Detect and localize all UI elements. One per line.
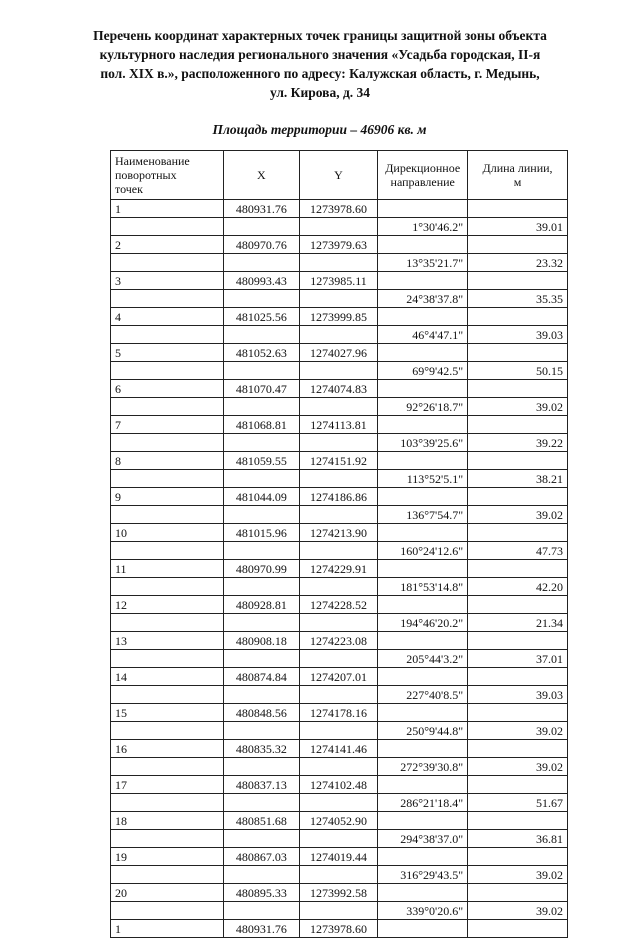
table-row	[111, 704, 568, 722]
cell-length: 50.15	[468, 362, 568, 380]
cell-y: 1274052.90	[299, 812, 378, 830]
cell-y	[299, 794, 378, 812]
cell-x: 481044.09	[223, 488, 299, 506]
table-row	[111, 380, 568, 398]
cell-length: 39.02	[468, 866, 568, 884]
cell-x	[223, 362, 299, 380]
cell-length	[468, 200, 568, 218]
table-row	[111, 254, 568, 272]
cell-direction	[378, 308, 468, 326]
table-row	[111, 596, 568, 614]
header-x: X	[223, 151, 299, 200]
cell-length	[468, 344, 568, 362]
cell-direction: 113°52'5.1"	[378, 470, 468, 488]
table-row	[111, 848, 568, 866]
cell-x: 480895.33	[223, 884, 299, 902]
table-row	[111, 902, 568, 920]
cell-x	[223, 254, 299, 272]
cell-point-name	[111, 578, 224, 596]
cell-length: 39.02	[468, 902, 568, 920]
cell-direction	[378, 776, 468, 794]
cell-direction: 69°9'42.5"	[378, 362, 468, 380]
cell-x: 480867.03	[223, 848, 299, 866]
cell-y: 1273985.11	[299, 272, 378, 290]
cell-x	[223, 758, 299, 776]
cell-point-name	[111, 902, 224, 920]
cell-direction: 181°53'14.8"	[378, 578, 468, 596]
table-row	[111, 362, 568, 380]
cell-x	[223, 326, 299, 344]
cell-length	[468, 848, 568, 866]
cell-y	[299, 290, 378, 308]
table-row	[111, 488, 568, 506]
cell-length: 47.73	[468, 542, 568, 560]
cell-direction: 272°39'30.8"	[378, 758, 468, 776]
table-row	[111, 650, 568, 668]
cell-direction: 294°38'37.0"	[378, 830, 468, 848]
cell-y	[299, 362, 378, 380]
table-row	[111, 218, 568, 236]
cell-x	[223, 506, 299, 524]
cell-length: 36.81	[468, 830, 568, 848]
cell-x	[223, 470, 299, 488]
cell-direction	[378, 380, 468, 398]
cell-x	[223, 434, 299, 452]
cell-y: 1274113.81	[299, 416, 378, 434]
cell-direction: 92°26'18.7"	[378, 398, 468, 416]
cell-direction	[378, 236, 468, 254]
cell-length	[468, 884, 568, 902]
cell-x: 481015.96	[223, 524, 299, 542]
cell-point-name	[111, 434, 224, 452]
cell-point-name: 19	[111, 848, 224, 866]
cell-point-name: 8	[111, 452, 224, 470]
table-row	[111, 722, 568, 740]
cell-length	[468, 308, 568, 326]
cell-x: 480970.76	[223, 236, 299, 254]
table-row	[111, 812, 568, 830]
cell-length: 23.32	[468, 254, 568, 272]
title-line: ул. Кирова, д. 34	[269, 85, 371, 100]
header-length: Длина линии, м	[468, 151, 568, 200]
cell-direction	[378, 488, 468, 506]
cell-length: 39.03	[468, 686, 568, 704]
cell-y: 1274228.52	[299, 596, 378, 614]
cell-x: 481070.47	[223, 380, 299, 398]
cell-length: 39.01	[468, 218, 568, 236]
cell-length	[468, 488, 568, 506]
cell-y	[299, 866, 378, 884]
cell-point-name: 16	[111, 740, 224, 758]
cell-direction	[378, 524, 468, 542]
cell-y	[299, 902, 378, 920]
cell-y: 1274213.90	[299, 524, 378, 542]
cell-y	[299, 830, 378, 848]
cell-length: 37.01	[468, 650, 568, 668]
table-row	[111, 308, 568, 326]
cell-point-name: 7	[111, 416, 224, 434]
cell-x: 481059.55	[223, 452, 299, 470]
cell-point-name: 5	[111, 344, 224, 362]
cell-x	[223, 866, 299, 884]
cell-y: 1274019.44	[299, 848, 378, 866]
cell-point-name	[111, 866, 224, 884]
cell-point-name: 3	[111, 272, 224, 290]
cell-x	[223, 722, 299, 740]
cell-x: 480837.13	[223, 776, 299, 794]
cell-length: 39.02	[468, 758, 568, 776]
cell-length: 39.02	[468, 398, 568, 416]
cell-direction	[378, 200, 468, 218]
cell-y: 1274178.16	[299, 704, 378, 722]
cell-direction	[378, 416, 468, 434]
cell-point-name	[111, 290, 224, 308]
cell-x: 481068.81	[223, 416, 299, 434]
table-row	[111, 416, 568, 434]
cell-point-name	[111, 614, 224, 632]
cell-x	[223, 218, 299, 236]
cell-direction	[378, 848, 468, 866]
cell-direction: 316°29'43.5"	[378, 866, 468, 884]
cell-point-name: 18	[111, 812, 224, 830]
cell-length: 51.67	[468, 794, 568, 812]
cell-x	[223, 794, 299, 812]
cell-x: 480874.84	[223, 668, 299, 686]
header-point-name: Наименование поворотных точек	[111, 151, 224, 200]
table-row	[111, 830, 568, 848]
cell-direction: 1°30'46.2"	[378, 218, 468, 236]
cell-direction: 160°24'12.6"	[378, 542, 468, 560]
cell-y: 1274186.86	[299, 488, 378, 506]
table-row	[111, 866, 568, 884]
cell-y: 1274141.46	[299, 740, 378, 758]
cell-x	[223, 290, 299, 308]
table-row	[111, 884, 568, 902]
table-row	[111, 272, 568, 290]
title-line: Перечень координат характерных точек границы защитной зоны объекта	[93, 28, 547, 43]
table-body	[111, 200, 568, 938]
cell-direction: 250°9'44.8"	[378, 722, 468, 740]
cell-y	[299, 614, 378, 632]
cell-point-name: 15	[111, 704, 224, 722]
header-y: Y	[299, 151, 378, 200]
cell-direction	[378, 596, 468, 614]
table-row	[111, 668, 568, 686]
document-title	[80, 26, 560, 102]
cell-length	[468, 272, 568, 290]
cell-x	[223, 830, 299, 848]
cell-y	[299, 758, 378, 776]
cell-length	[468, 704, 568, 722]
cell-direction	[378, 740, 468, 758]
table-row	[111, 758, 568, 776]
cell-x: 480835.32	[223, 740, 299, 758]
cell-length	[468, 740, 568, 758]
cell-point-name: 9	[111, 488, 224, 506]
table-row	[111, 236, 568, 254]
cell-y: 1273978.60	[299, 920, 378, 938]
table-row	[111, 632, 568, 650]
cell-point-name	[111, 650, 224, 668]
cell-length: 38.21	[468, 470, 568, 488]
cell-length: 39.02	[468, 506, 568, 524]
cell-length: 21.34	[468, 614, 568, 632]
cell-length	[468, 416, 568, 434]
table-row	[111, 434, 568, 452]
cell-x: 480931.76	[223, 920, 299, 938]
cell-length	[468, 452, 568, 470]
cell-length	[468, 668, 568, 686]
cell-x	[223, 686, 299, 704]
cell-length	[468, 632, 568, 650]
cell-x: 480993.43	[223, 272, 299, 290]
cell-length: 35.35	[468, 290, 568, 308]
cell-y	[299, 434, 378, 452]
table-row	[111, 794, 568, 812]
table-row	[111, 470, 568, 488]
table-row	[111, 542, 568, 560]
cell-y: 1274102.48	[299, 776, 378, 794]
cell-point-name	[111, 722, 224, 740]
cell-point-name	[111, 794, 224, 812]
cell-point-name	[111, 218, 224, 236]
cell-y	[299, 326, 378, 344]
cell-point-name	[111, 254, 224, 272]
cell-point-name	[111, 830, 224, 848]
cell-y	[299, 722, 378, 740]
cell-x	[223, 542, 299, 560]
cell-length	[468, 596, 568, 614]
cell-point-name	[111, 758, 224, 776]
territory-area: Площадь территории – 46906 кв. м	[212, 122, 427, 137]
cell-direction: 227°40'8.5"	[378, 686, 468, 704]
table-row	[111, 344, 568, 362]
cell-direction: 103°39'25.6"	[378, 434, 468, 452]
cell-y: 1274151.92	[299, 452, 378, 470]
cell-x	[223, 398, 299, 416]
table-row	[111, 326, 568, 344]
cell-x: 480848.56	[223, 704, 299, 722]
cell-y	[299, 542, 378, 560]
cell-point-name: 2	[111, 236, 224, 254]
cell-x: 480908.18	[223, 632, 299, 650]
cell-direction	[378, 668, 468, 686]
cell-point-name	[111, 470, 224, 488]
cell-point-name: 10	[111, 524, 224, 542]
cell-direction: 286°21'18.4"	[378, 794, 468, 812]
cell-length: 39.22	[468, 434, 568, 452]
cell-x: 480928.81	[223, 596, 299, 614]
cell-length	[468, 776, 568, 794]
cell-direction: 136°7'54.7"	[378, 506, 468, 524]
cell-y: 1274207.01	[299, 668, 378, 686]
cell-direction	[378, 632, 468, 650]
cell-x	[223, 902, 299, 920]
cell-point-name: 11	[111, 560, 224, 578]
cell-y: 1274074.83	[299, 380, 378, 398]
table-row	[111, 920, 568, 938]
table-row	[111, 524, 568, 542]
cell-point-name: 4	[111, 308, 224, 326]
cell-point-name: 12	[111, 596, 224, 614]
header-direction: Дирекционное направление	[378, 151, 468, 200]
cell-y	[299, 650, 378, 668]
cell-y	[299, 398, 378, 416]
table-row	[111, 686, 568, 704]
cell-y: 1273999.85	[299, 308, 378, 326]
cell-length: 39.02	[468, 722, 568, 740]
table-row	[111, 398, 568, 416]
cell-direction: 46°4'47.1"	[378, 326, 468, 344]
cell-point-name	[111, 362, 224, 380]
table-row	[111, 740, 568, 758]
cell-length: 39.03	[468, 326, 568, 344]
table-row	[111, 614, 568, 632]
cell-point-name: 1	[111, 200, 224, 218]
title-line: культурного наследия регионального значения «Усадьба городская, II-я	[99, 47, 541, 62]
coordinates-table	[110, 150, 568, 938]
cell-direction: 339°0'20.6"	[378, 902, 468, 920]
cell-point-name: 17	[111, 776, 224, 794]
cell-direction	[378, 704, 468, 722]
title-line: пол. XIX в.», расположенного по адресу: Калужская область, г. Медынь,	[100, 66, 540, 81]
cell-y: 1273992.58	[299, 884, 378, 902]
cell-y: 1274027.96	[299, 344, 378, 362]
cell-direction	[378, 344, 468, 362]
cell-length	[468, 920, 568, 938]
table-row	[111, 290, 568, 308]
cell-direction	[378, 884, 468, 902]
table-row	[111, 200, 568, 218]
cell-point-name: 1	[111, 920, 224, 938]
cell-point-name	[111, 398, 224, 416]
table-row	[111, 452, 568, 470]
cell-x	[223, 614, 299, 632]
cell-y	[299, 578, 378, 596]
cell-length	[468, 812, 568, 830]
cell-point-name	[111, 326, 224, 344]
cell-point-name	[111, 542, 224, 560]
cell-length	[468, 524, 568, 542]
cell-point-name	[111, 506, 224, 524]
cell-length	[468, 560, 568, 578]
table-row	[111, 578, 568, 596]
cell-direction: 194°46'20.2"	[378, 614, 468, 632]
cell-y: 1273978.60	[299, 200, 378, 218]
cell-y: 1273979.63	[299, 236, 378, 254]
table-row	[111, 506, 568, 524]
table-header-row	[111, 151, 568, 200]
cell-y	[299, 254, 378, 272]
cell-direction	[378, 560, 468, 578]
cell-x: 481025.56	[223, 308, 299, 326]
cell-direction: 13°35'21.7"	[378, 254, 468, 272]
cell-x: 480931.76	[223, 200, 299, 218]
cell-y: 1274223.08	[299, 632, 378, 650]
cell-y: 1274229.91	[299, 560, 378, 578]
cell-y	[299, 218, 378, 236]
cell-point-name: 14	[111, 668, 224, 686]
cell-direction	[378, 812, 468, 830]
cell-point-name: 6	[111, 380, 224, 398]
cell-direction	[378, 272, 468, 290]
cell-y	[299, 470, 378, 488]
cell-y	[299, 686, 378, 704]
cell-x	[223, 650, 299, 668]
cell-direction: 24°38'37.8"	[378, 290, 468, 308]
table-row	[111, 776, 568, 794]
cell-direction	[378, 920, 468, 938]
cell-length	[468, 236, 568, 254]
table-row	[111, 560, 568, 578]
cell-point-name: 20	[111, 884, 224, 902]
cell-direction	[378, 452, 468, 470]
cell-x: 481052.63	[223, 344, 299, 362]
cell-length: 42.20	[468, 578, 568, 596]
cell-direction: 205°44'3.2"	[378, 650, 468, 668]
cell-y	[299, 506, 378, 524]
cell-x	[223, 578, 299, 596]
cell-length	[468, 380, 568, 398]
cell-point-name	[111, 686, 224, 704]
cell-x: 480851.68	[223, 812, 299, 830]
cell-point-name: 13	[111, 632, 224, 650]
cell-x: 480970.99	[223, 560, 299, 578]
